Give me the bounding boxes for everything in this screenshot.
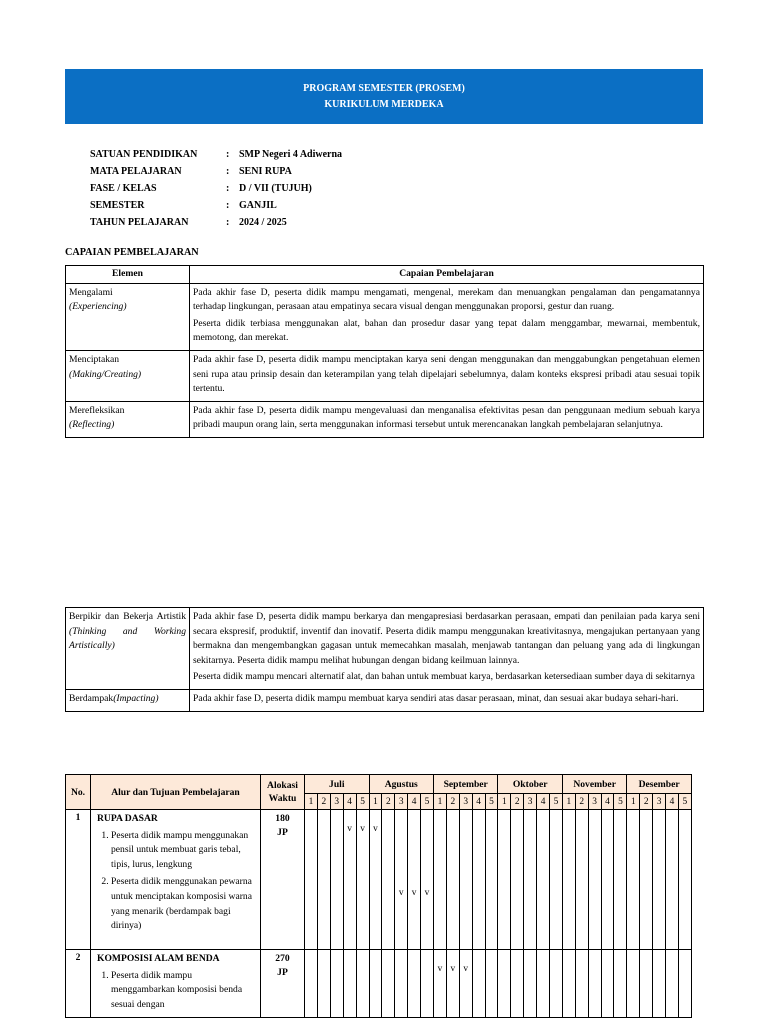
capaian-desc xyxy=(190,283,704,350)
week-cell xyxy=(421,950,434,1018)
capaian-paragraph: Peserta didik mampu mencari alternatif alat, dan bahan untuk membuat karya, berdasarkan ketersediaan sumber daya di sekitarnya xyxy=(193,671,695,683)
week-cell xyxy=(537,950,550,1018)
week-header: 3 xyxy=(653,794,666,810)
col-header-capaian: Capaian Pembelajaran xyxy=(190,266,704,284)
week-cell xyxy=(330,810,343,950)
header-title: PROGRAM SEMESTER (PROSEM) xyxy=(303,83,465,94)
week-cell xyxy=(498,810,511,950)
capaian-desc xyxy=(190,689,704,711)
row-number: 1 xyxy=(66,810,91,950)
capaian-paragraph: Pada akhir fase D, peserta didik mampu mengamati, mengenal, merekam dan menuangkan pengalaman dan pengamatannya terhadap lingkungan, perasaan atau empatinya secara visual dengan menggunakan proporsi, gestur dan ruang. xyxy=(193,286,700,313)
week-header: 4 xyxy=(472,794,485,810)
capaian-elemen xyxy=(66,350,190,401)
alokasi-part: 180 xyxy=(275,813,290,824)
week-cell xyxy=(459,950,472,1018)
month-header: Juli xyxy=(305,775,370,794)
row-alokasi xyxy=(261,950,305,1018)
elemen-english: (Impacting) xyxy=(113,692,159,704)
week-cell xyxy=(408,810,421,950)
info-separator: : xyxy=(226,149,230,160)
capaian-paragraph: Peserta didik terbiasa menggunakan alat, bahan dan prosedur dasar yang tepat dalam menggambar, mewarnai, membentuk, memotong, dan merekat. xyxy=(193,317,700,344)
elemen-name: Mengalami xyxy=(69,286,113,298)
week-header: 4 xyxy=(601,794,614,810)
capaian-row xyxy=(66,689,704,711)
topic-title: RUPA DASAR xyxy=(97,813,158,824)
week-cell xyxy=(421,810,434,950)
capaian-elemen xyxy=(66,283,190,350)
month-header: November xyxy=(562,775,626,794)
capaian-table xyxy=(65,265,704,438)
week-cell xyxy=(627,810,640,950)
week-cell xyxy=(317,810,330,950)
week-cell xyxy=(653,810,666,950)
week-cell xyxy=(653,950,666,1018)
week-cell xyxy=(666,950,679,1018)
week-header: 3 xyxy=(395,794,408,810)
week-cell xyxy=(562,950,575,1018)
objective-list xyxy=(97,829,256,934)
week-cell xyxy=(369,950,382,1018)
week-cell xyxy=(562,810,575,950)
week-cell xyxy=(433,810,446,950)
info-label: SATUAN PENDIDIKAN xyxy=(90,149,198,160)
elemen-english: (Reflecting) xyxy=(69,419,115,431)
schedule-header-row xyxy=(66,775,692,794)
week-header: 5 xyxy=(614,794,627,810)
week-cell xyxy=(446,950,459,1018)
week-header: 2 xyxy=(511,794,524,810)
week-cell xyxy=(549,950,562,1018)
week-cell xyxy=(305,950,318,1018)
week-header: 3 xyxy=(459,794,472,810)
month-header: September xyxy=(433,775,497,794)
week-cell xyxy=(678,810,691,950)
week-cell xyxy=(408,950,421,1018)
info-value: 2024 / 2025 xyxy=(239,217,287,228)
capaian-elemen xyxy=(66,689,190,711)
week-cell xyxy=(640,950,653,1018)
info-label: TAHUN PELAJARAN xyxy=(90,217,189,228)
week-cell xyxy=(575,950,588,1018)
schedule-row xyxy=(66,950,692,1018)
info-value: SENI RUPA xyxy=(239,166,292,177)
week-header: 5 xyxy=(421,794,434,810)
week-cell xyxy=(395,810,408,950)
header-subtitle: KURIKULUM MERDEKA xyxy=(324,99,444,110)
week-cell xyxy=(588,950,601,1018)
week-header: 2 xyxy=(382,794,395,810)
week-header: 3 xyxy=(330,794,343,810)
elemen-name: Merefleksikan xyxy=(69,404,125,416)
week-cell xyxy=(601,950,614,1018)
elemen-english: (Experiencing) xyxy=(69,301,127,313)
week-cell xyxy=(549,810,562,950)
objective-list xyxy=(97,969,256,1013)
week-header: 2 xyxy=(640,794,653,810)
info-separator: : xyxy=(226,166,230,177)
week-cell xyxy=(472,810,485,950)
header-banner xyxy=(65,69,703,124)
capaian-paragraph: Pada akhir fase D, peserta didik mampu berkarya dan mengapresiasi berdasarkan perasaan, empati dan penilaian pada karya seni secara ekspresif, produktif, inventif dan inovatif. Peserta didik mampu menggunakan kreativitasnya, mengajukan pertanyaan yang bermakna dan mengembangkan gagasan untuk memecahkan masalah, menjawab tantangan dan peluang yang ada di lingkungan sekitarnya. Peserta didik mampu melihat hubungan dengan bidang keilmuan lainnya. xyxy=(193,611,700,666)
week-header: 1 xyxy=(305,794,318,810)
week-cell xyxy=(317,950,330,1018)
capaian-elemen xyxy=(66,401,190,437)
schedule-mark: v xyxy=(347,824,352,834)
schedule-mark: v xyxy=(463,964,469,974)
week-cell xyxy=(666,810,679,950)
capaian-row xyxy=(66,401,704,437)
week-header: 2 xyxy=(446,794,459,810)
schedule-mark: v xyxy=(450,964,456,974)
elemen-name: Menciptakan xyxy=(69,353,120,365)
capaian-desc xyxy=(190,401,704,437)
week-cell xyxy=(369,810,382,950)
week-cell xyxy=(433,950,446,1018)
elemen-english: (Making/Creating) xyxy=(69,368,142,380)
capaian-table-continued xyxy=(65,607,704,712)
week-cell xyxy=(524,810,537,950)
week-cell xyxy=(472,950,485,1018)
week-cell xyxy=(356,810,369,950)
week-header: 5 xyxy=(485,794,498,810)
month-header: Oktober xyxy=(498,775,562,794)
info-row xyxy=(90,146,342,163)
schedule-mark: v xyxy=(360,824,365,834)
capaian-elemen xyxy=(66,608,190,690)
section-title-capaian: CAPAIAN PEMBELAJARAN xyxy=(65,247,199,258)
week-cell xyxy=(524,950,537,1018)
week-cell xyxy=(511,810,524,950)
info-value: D / VII (TUJUH) xyxy=(239,183,312,194)
month-header: Desember xyxy=(627,775,691,794)
week-cell xyxy=(627,950,640,1018)
topic-title: KOMPOSISI ALAM BENDA xyxy=(97,953,220,964)
week-cell xyxy=(601,810,614,950)
info-label: MATA PELAJARAN xyxy=(90,166,182,177)
capaian-desc xyxy=(190,350,704,401)
schedule-row xyxy=(66,810,692,950)
info-label: FASE / KELAS xyxy=(90,183,157,194)
week-cell xyxy=(575,810,588,950)
week-cell xyxy=(614,950,627,1018)
objective-item: 1. Peserta didik mampu menggambarkan komposisi benda sesuai dengan xyxy=(111,969,256,1013)
week-header: 4 xyxy=(343,794,356,810)
week-header: 3 xyxy=(524,794,537,810)
row-alokasi xyxy=(261,810,305,950)
week-cell xyxy=(382,810,395,950)
info-value: GANJIL xyxy=(239,200,277,211)
objective-item: 2. Peserta didik menggunakan pewarna untuk menciptakan komposisi warna yang menarik (berdampak bagi dirinya) xyxy=(111,875,256,933)
info-row xyxy=(90,180,342,197)
week-header: 1 xyxy=(433,794,446,810)
week-cell xyxy=(485,950,498,1018)
week-cell xyxy=(356,950,369,1018)
info-row xyxy=(90,214,342,231)
week-cell xyxy=(511,950,524,1018)
elemen-name: Berdampak xyxy=(69,692,114,704)
week-header: 1 xyxy=(498,794,511,810)
week-header: 1 xyxy=(369,794,382,810)
month-header: Agustus xyxy=(369,775,433,794)
objective-item: 1. Peserta didik mampu menggunakan pensil untuk membuat garis tebal, tipis, lurus, lengkung xyxy=(111,829,256,873)
elemen-name: Berpikir dan Bekerja Artistik xyxy=(69,611,186,622)
week-header: 5 xyxy=(356,794,369,810)
week-cell xyxy=(343,950,356,1018)
info-row xyxy=(90,197,342,214)
row-alur xyxy=(91,810,261,950)
alokasi-part: JP xyxy=(277,827,288,838)
col-header-elemen: Elemen xyxy=(66,266,190,284)
week-header: 3 xyxy=(588,794,601,810)
capaian-row xyxy=(66,283,704,350)
week-cell xyxy=(537,810,550,950)
capaian-paragraph: Pada akhir fase D, peserta didik mampu mengevaluasi dan menganalisa efektivitas pesan dan penggunaan medium sebuah karya pribadi maupun orang lain, serta menggunakan informasi tersebut untuk merencanakan langkah pembelajaran selanjutnya. xyxy=(193,404,700,431)
week-header: 5 xyxy=(678,794,691,810)
col-header-alur: Alur dan Tujuan Pembelajaran xyxy=(91,775,261,810)
week-cell xyxy=(330,950,343,1018)
col-header-alokasi: Alokasi Waktu xyxy=(261,775,305,810)
schedule-mark: v xyxy=(411,888,417,898)
schedule-table xyxy=(65,774,692,1018)
week-cell xyxy=(640,810,653,950)
schedule-mark: v xyxy=(398,888,404,898)
info-label: SEMESTER xyxy=(90,200,145,211)
info-value: SMP Negeri 4 Adiwerna xyxy=(239,149,343,160)
elemen-english: (Thinking and Working Artistically) xyxy=(69,625,186,652)
week-cell xyxy=(498,950,511,1018)
week-cell xyxy=(614,810,627,950)
col-header-no: No. xyxy=(66,775,91,810)
week-cell xyxy=(446,810,459,950)
week-cell xyxy=(588,810,601,950)
info-separator: : xyxy=(226,183,230,194)
week-header: 2 xyxy=(575,794,588,810)
week-cell xyxy=(382,950,395,1018)
week-header: 5 xyxy=(549,794,562,810)
week-cell xyxy=(459,810,472,950)
schedule-mark: v xyxy=(373,824,378,834)
week-header: 1 xyxy=(562,794,575,810)
row-alur xyxy=(91,950,261,1018)
info-separator: : xyxy=(226,217,230,228)
week-cell xyxy=(305,810,318,950)
week-header: 4 xyxy=(408,794,421,810)
info-separator: : xyxy=(226,200,230,211)
week-header: 4 xyxy=(537,794,550,810)
row-number: 2 xyxy=(66,950,91,1018)
week-header: 1 xyxy=(627,794,640,810)
week-header: 2 xyxy=(317,794,330,810)
capaian-row xyxy=(66,608,704,690)
capaian-paragraph: Pada akhir fase D, peserta didik mampu menciptakan karya seni dengan menggunakan dan menggabungkan pengetahuan elemen seni rupa atau prinsip desain dan keterampilan yang telah dipelajari sebelumnya, dalam konteks ekspresi pribadi atau sesuai topik tertentu. xyxy=(193,353,700,395)
schedule-mark: v xyxy=(424,888,430,898)
capaian-row xyxy=(66,350,704,401)
schedule-mark: v xyxy=(437,964,443,974)
week-cell xyxy=(485,810,498,950)
week-cell xyxy=(395,950,408,1018)
week-header: 4 xyxy=(666,794,679,810)
capaian-desc xyxy=(190,608,704,690)
alokasi-part: JP xyxy=(277,967,288,978)
week-cell xyxy=(343,810,356,950)
week-cell xyxy=(678,950,691,1018)
info-row xyxy=(90,163,342,180)
capaian-paragraph: Pada akhir fase D, peserta didik mampu membuat karya sendiri atas dasar perasaan, minat, dan sesuai akar budaya sehari-hari. xyxy=(193,692,679,704)
identity-table xyxy=(90,146,342,231)
alokasi-part: 270 xyxy=(275,953,290,964)
